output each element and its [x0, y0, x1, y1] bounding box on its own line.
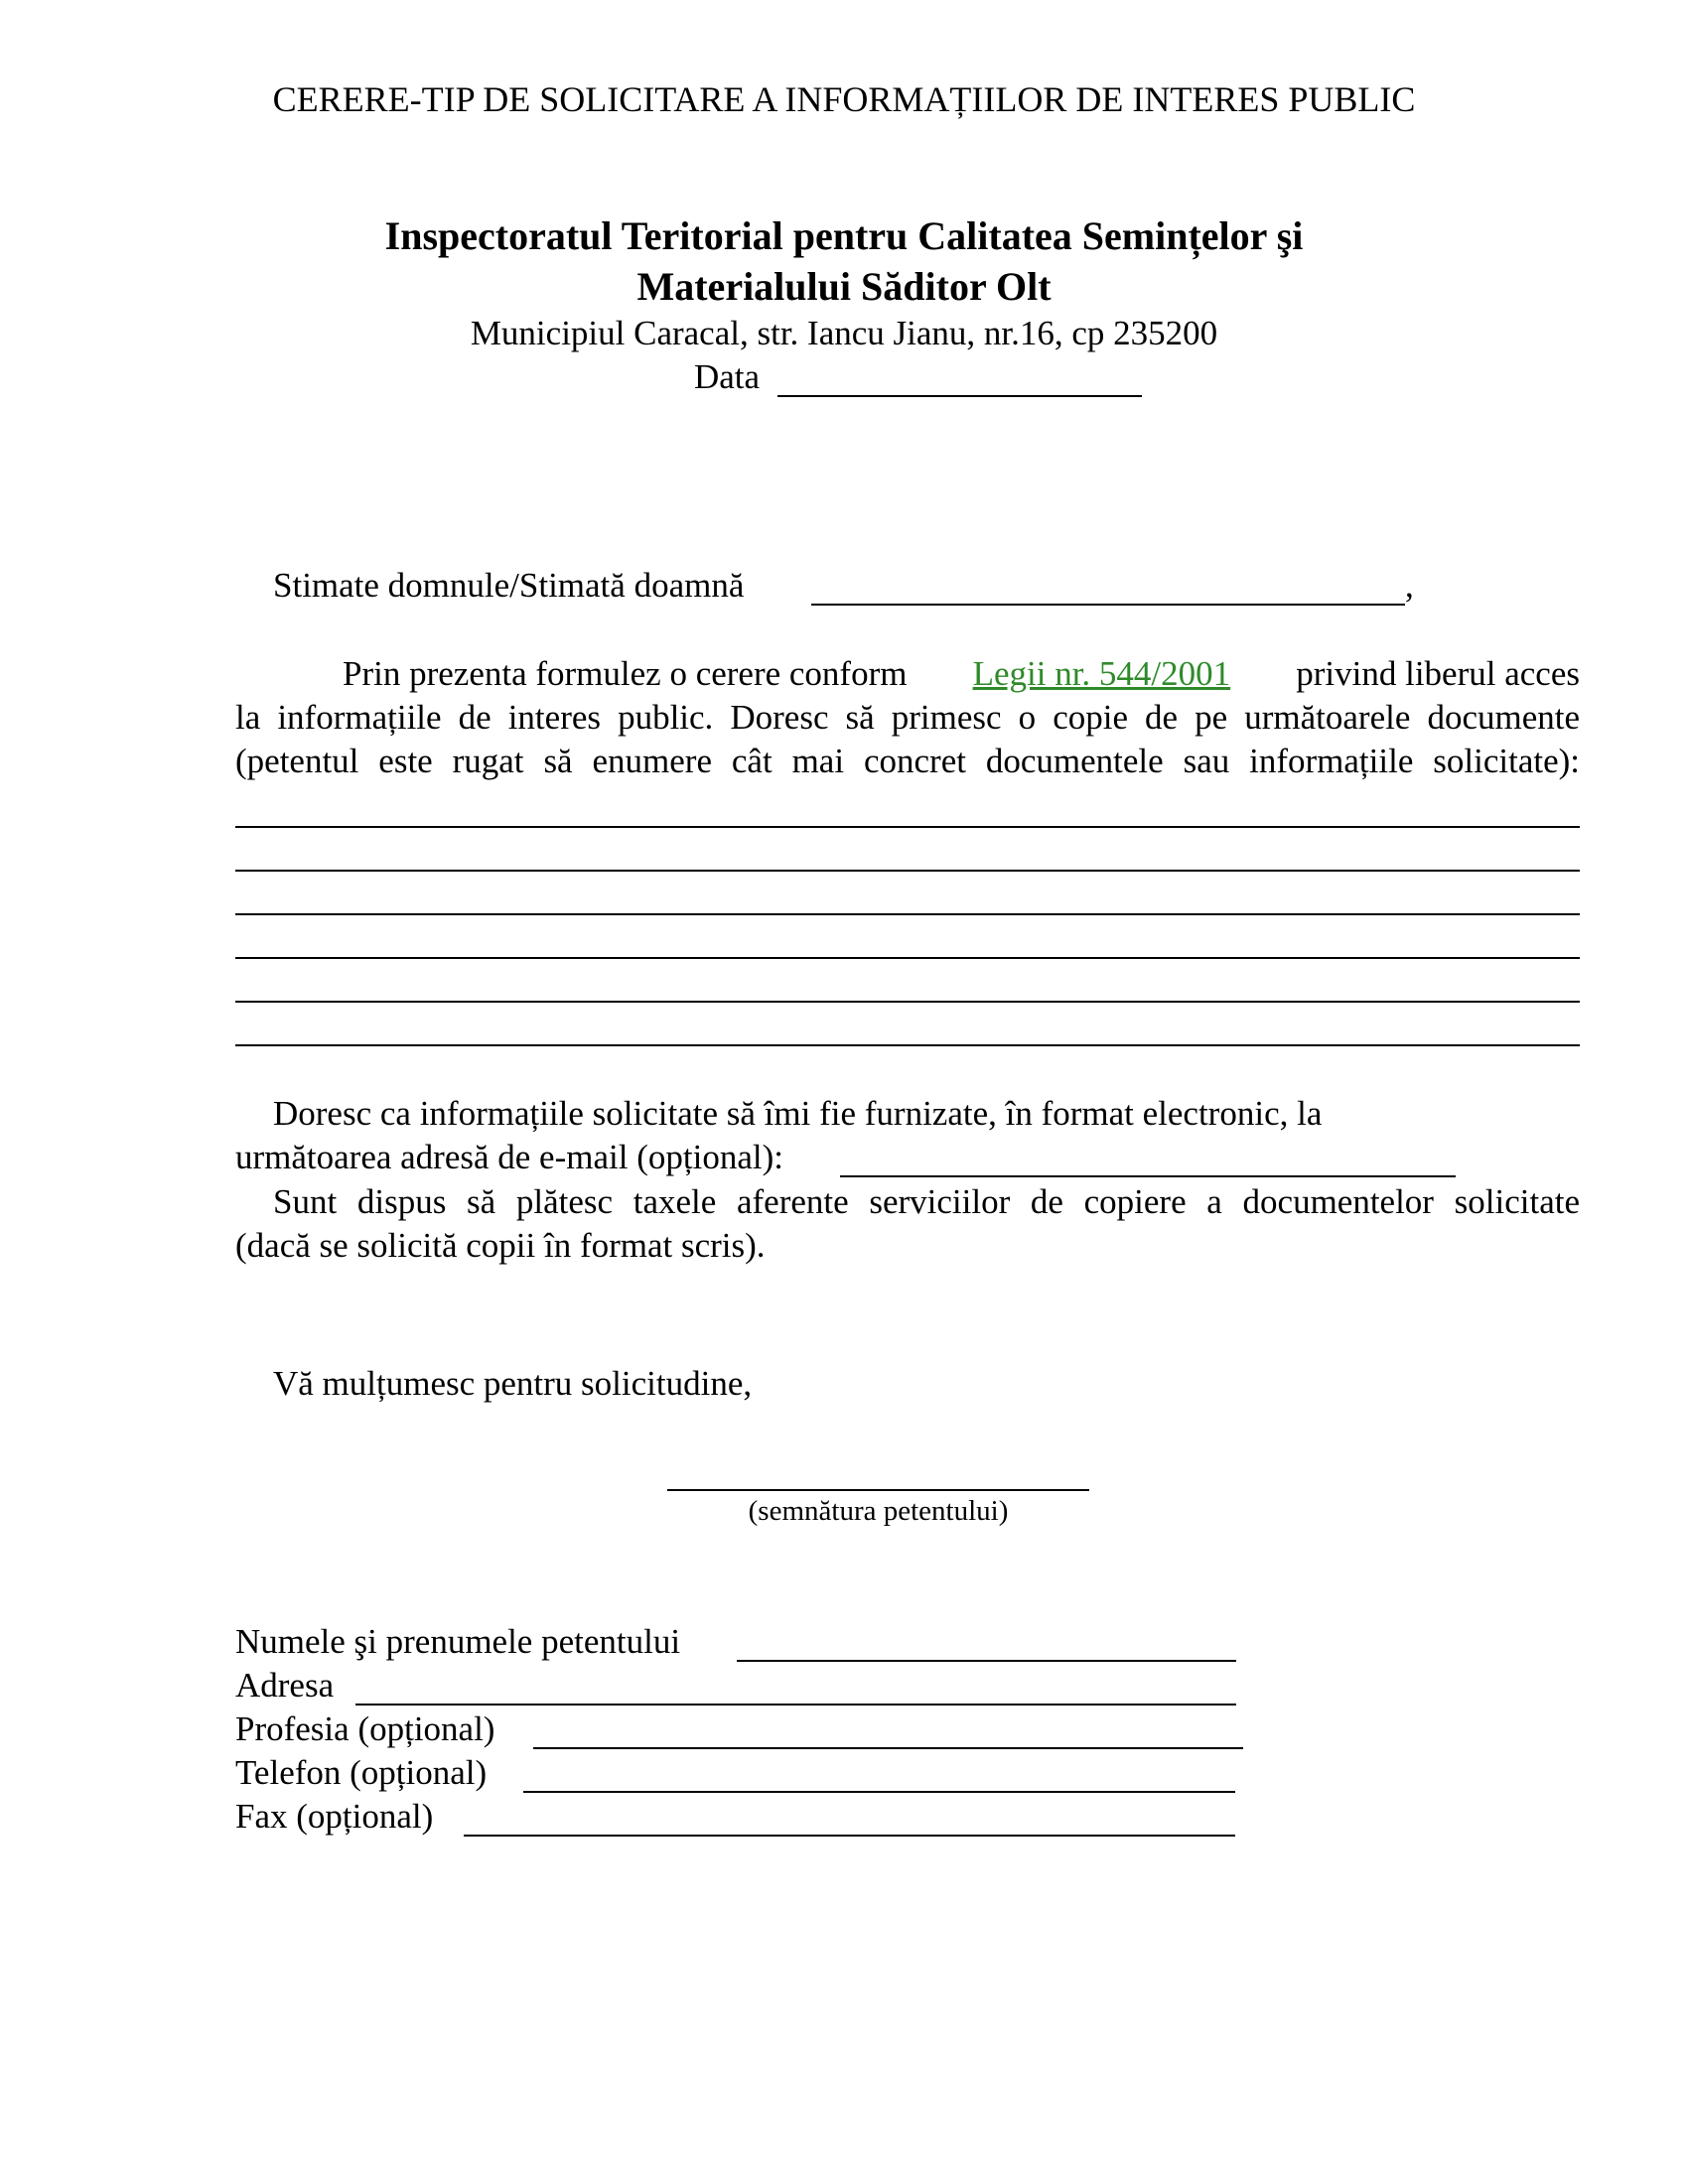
documents-field-line[interactable] — [235, 1044, 1580, 1046]
applicant-phone-field[interactable] — [523, 1791, 1235, 1793]
documents-field-line[interactable] — [235, 957, 1580, 959]
salutation-comma: , — [1405, 566, 1414, 605]
documents-field-line[interactable] — [235, 870, 1580, 872]
thanks-line: Vă mulțumesc pentru solicitudine, — [273, 1364, 753, 1403]
email-line-1: Doresc ca informațiile solicitate să îmi fie furnizate, în format electronic, la — [273, 1094, 1323, 1133]
signature-caption: (semnătura petentului) — [748, 1495, 1009, 1527]
fees-line-1: Sunt dispus să plătesc taxele aferente serviciilor de copiere a documentelor solicitate — [273, 1182, 1580, 1221]
fees-line-2: (dacă se solicită copii în format scris). — [235, 1226, 766, 1265]
request-line-3: (petentul este rugat să enumere cât mai concret documentele sau informațiile solicitate): — [235, 742, 1580, 780]
salutation: Stimate domnule/Stimată doamnă — [273, 566, 745, 605]
applicant-profession-field[interactable] — [533, 1747, 1243, 1749]
request-line-2: la informațiile de interes public. Doresc să primesc o copie de pe următoarele documente — [235, 698, 1580, 737]
recipient-name-field[interactable] — [811, 604, 1405, 606]
institution-address: Municipiul Caracal, str. Iancu Jianu, nr.16, cp 235200 — [470, 314, 1218, 352]
applicant-name-label: Numele şi prenumele petentului — [235, 1622, 681, 1661]
institution-name-line1: Inspectoratul Teritorial pentru Calitatea Semințelor şi — [384, 213, 1304, 258]
documents-field-line[interactable] — [235, 826, 1580, 828]
law-link[interactable]: Legii nr. 544/2001 — [972, 654, 1231, 693]
request-intro-tail: privind liberul acces — [1296, 654, 1580, 693]
applicant-name-field[interactable] — [737, 1660, 1236, 1662]
email-field[interactable] — [840, 1175, 1456, 1177]
applicant-profession-label: Profesia (opțional) — [235, 1709, 495, 1748]
applicant-fax-field[interactable] — [464, 1835, 1235, 1837]
request-line-1 — [343, 652, 1580, 696]
documents-field-line[interactable] — [235, 1001, 1580, 1003]
institution-name-line2: Materialului Săditor Olt — [636, 264, 1052, 309]
date-field[interactable] — [777, 395, 1142, 397]
date-label: Data — [694, 357, 761, 396]
applicant-address-label: Adresa — [235, 1666, 335, 1705]
request-intro-text: Prin prezenta formulez o cerere conform — [343, 654, 908, 693]
applicant-address-field[interactable] — [355, 1704, 1236, 1706]
applicant-phone-label: Telefon (opțional) — [235, 1753, 488, 1792]
applicant-fax-label: Fax (opțional) — [235, 1797, 434, 1836]
form-title: CERERE-TIP DE SOLICITARE A INFORMAȚIILOR DE INTERES PUBLIC — [272, 79, 1416, 119]
documents-field-line[interactable] — [235, 913, 1580, 915]
signature-field[interactable] — [667, 1489, 1089, 1491]
email-line-2: următoarea adresă de e-mail (opțional): — [235, 1138, 783, 1176]
